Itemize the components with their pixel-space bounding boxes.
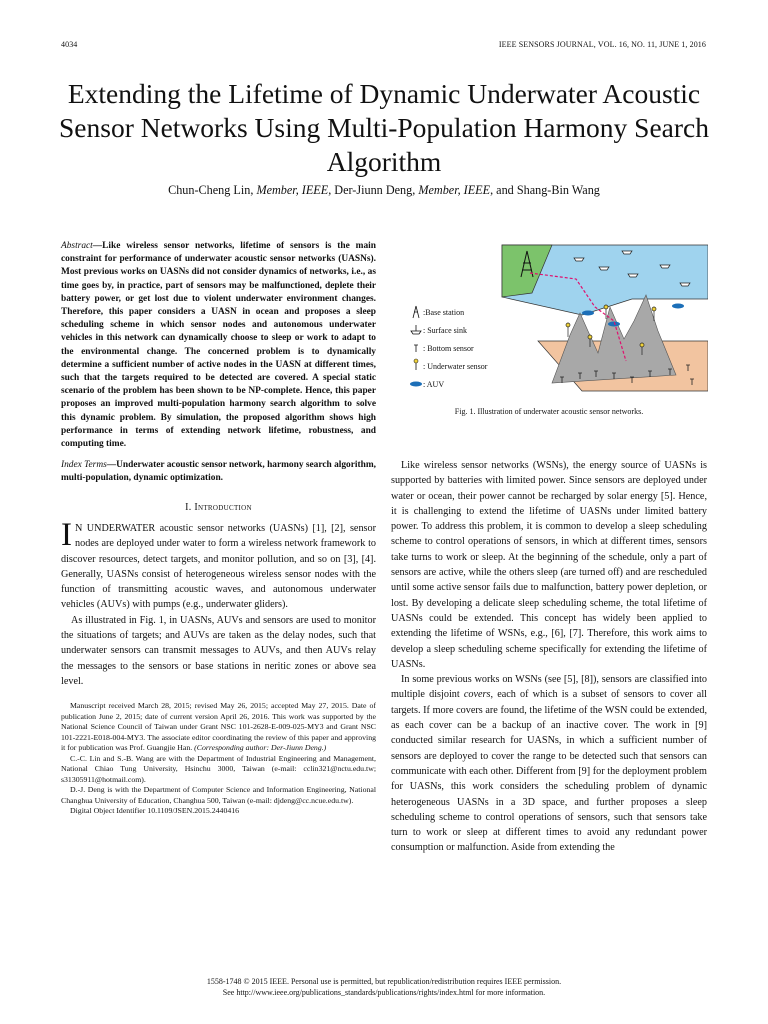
figure-legend: [410, 306, 488, 389]
legend-auv: : AUV: [423, 380, 445, 389]
section-number: I.: [185, 501, 195, 513]
legend-surface-sink-icon: [411, 325, 421, 334]
right-paragraph-2: [391, 672, 707, 856]
index-terms-text: —Underwater acoustic sensor network, harmony search algorithm, multi-population, dynamic optimization.: [61, 460, 376, 484]
intro-p1-text: N UNDERWATER acoustic sensor networks (UASNs) [1], [2], sensor nodes are deployed under water to form a wireless network framework to discover resources, detect targets, and monitor pollution, and so on [3], [4]. Generally, UASNs consist of heterogeneous wireless sensor nodes with the function of transmitting acoustic waves, and autonomous underwater vehicles (AUVs) with pumps (e.g., underwater gliders).: [61, 522, 376, 611]
index-terms: [61, 459, 376, 485]
page-number: 4034: [61, 40, 78, 49]
section-heading: [61, 500, 376, 515]
journal-header: IEEE SENSORS JOURNAL, VOL. 16, NO. 11, JUNE 1, 2016: [498, 40, 706, 49]
author-2: , Der-Jiunn Deng,: [328, 183, 416, 197]
legend-bottom-sensor: : Bottom sensor: [423, 344, 474, 353]
abstract-lead: Abstract: [61, 241, 93, 251]
footnote-affiliation-2: D.-J. Deng is with the Department of Computer Science and Information Engineering, National Changhua University of Education, Changhua 500, Taiwan (e-mail: djdeng@cc.ncue.edu.tw).: [61, 785, 376, 805]
right-p2-start: In some previous works on WSNs (see [5], [8]), sensors are classified into multiple disjoint: [391, 674, 707, 701]
footnote-affiliation-1: C.-C. Lin and S.-B. Wang are with the Department of Industrial Engineering and Management, National Chiao Tung University, Hsinchu 3000, Taiwan (e-mail: cclin321@nctu.edu.tw; s31305911@hotmail.com).: [61, 753, 376, 784]
author-1-membership: Member, IEEE: [256, 183, 329, 197]
intro-paragraph-1: [61, 516, 376, 613]
legend-surface-sink: : Surface sink: [423, 326, 467, 335]
figure-1: [392, 243, 708, 403]
legend-base-station: :Base station: [423, 308, 465, 317]
left-column: [61, 240, 376, 817]
author-3: , and Shang-Bin Wang: [490, 183, 600, 197]
right-p2-end: , each of which is a subset of sensors to cover all targets. If more covers are found, the lifetime of the WSN could be extended, as each cover can be a backup of an inactive cover. The work in [9] conducted similar research for UASNs, in which a sufficient number of sensors are deployed to cover the range to be detected such that sensors can communicate with each other. Different from [9] for the deployment problem for UASNs, this work considers the scheduling problem of dynamic heterogeneous UASNs in a 3D space, and further proposes a sleep scheduling scheme to control operations of sensors, such that sensors take turn to work or sleep at different times to avoid any redundant power consumption or malfunction. Aside from extending the: [391, 689, 707, 854]
abstract-text: —Like wireless sensor networks, lifetime of sensors is the main constraint for performance of underwater acoustic sensor networks (UASNs). Most previous works on UASNs did not consider dynamics of networks, i.e., as time goes by, in practice, part of sensors may be malfunctioned, deplete their battery power, or get lost due to violent underwater environment changes. Therefore, this paper considers a UASN in ocean and proposes a sleep scheduling scheme in which sensor nodes and autonomous underwater vehicles in this network can dynamically choose to sleep or work to adapt to the environmental change. The concerned problem is to dynamically determine a sufficient number of active nodes in the UASN at different times, such that the targets required to be detected are covered. A special static scenario of the problem has been shown to be NP-complete. Hence, this paper proposes an improved multi-population harmony search algorithm to solve this dynamic problem. By simulation, the proposed algorithm shows high performance in terms of extending network lifetime, robustness, and computing time.: [61, 241, 376, 450]
footnote-corresponding: (Corresponding author: Der-Jiunn Deng.): [194, 743, 327, 753]
intro-paragraph-2: As illustrated in Fig. 1, in UASNs, AUVs and sensors are used to monitor the situations of targets; and AUVs are taken as the delay nodes, such that underwater sensors can transmit messages to AUVs, and then AUVs relay the messages to the sensors or base stations in neritic zones or above sea level.: [61, 614, 376, 687]
author-line: [40, 183, 728, 198]
copyright-line-2: See http://www.ieee.org/publications_standards/publications/rights/index.html for more information.: [222, 988, 546, 997]
legend-underwater-sensor: : Underwater sensor: [423, 362, 488, 371]
footnote-manuscript: [61, 701, 376, 754]
footnote-1-text: Manuscript received March 28, 2015; revised May 26, 2015; accepted May 27, 2015. Date of publication June 2, 2015; date of current version April 26, 2016. This work was supported by the National Science Council of Taiwan under Grant NSC 101-2628-E-009-025-MY3 and Grant NSC 101-2221-E018-004-MY3. The associate editor coordinating the review of this paper and approving it for publication was Prof. Guangjie Han.: [61, 701, 376, 753]
right-column: [391, 458, 707, 856]
author-2-membership: Member, IEEE: [418, 183, 491, 197]
drop-cap: I: [61, 516, 72, 553]
index-terms-lead: Index Terms: [61, 460, 107, 471]
section-title: Introduction: [194, 501, 252, 513]
footnotes: [61, 701, 376, 817]
legend-auv-icon: [410, 382, 422, 387]
copyright-notice: [61, 976, 707, 998]
abstract: [61, 240, 376, 451]
copyright-line-1: 1558-1748 © 2015 IEEE. Personal use is permitted, but republication/redistribution requires IEEE permission.: [206, 977, 562, 986]
paper-title: Extending the Lifetime of Dynamic Underwater Acoustic Sensor Networks Using Multi-Population Harmony Search Algorithm: [59, 78, 709, 177]
footnote-doi: Digital Object Identifier 10.1109/JSEN.2015.2440416: [70, 806, 240, 816]
figure-caption: Fig. 1. Illustration of underwater acoustic sensor networks.: [454, 407, 644, 416]
legend-base-station-icon: [413, 306, 419, 318]
right-paragraph-1: Like wireless sensor networks (WSNs), the energy source of UASNs is supported by batteries with limited power. Since sensors are deployed under water or ocean, their power cannot be recharged by solar energy [5]. Hence, it is challenging to extend the lifetime of UASNs under limited battery power. To address this problem, it is common to develop a sleep scheduling scheme to control operations of sensors, in which at different times, sensors take turns to work or sleep. At the beginning of the schedule, only a part of sensors are active, while the others sleep (are turned off) and are rescheduled until some active sensor fails due to malfunction, battery power depletion, or lost. By developing a delicate sleep scheduling scheme, the total lifetime of UASNs could be extended. This concept has widely been applied to extending the lifetime of WSNs, e.g., [6], [7]. Therefore, this work aims to develop a sleep scheduling scheme specifically for extending the lifetime of UASNs.: [391, 460, 707, 670]
right-p2-italic: covers: [463, 689, 491, 701]
author-1: Chun-Cheng Lin,: [168, 183, 254, 197]
legend-bottom-sensor-icon: [414, 345, 418, 352]
